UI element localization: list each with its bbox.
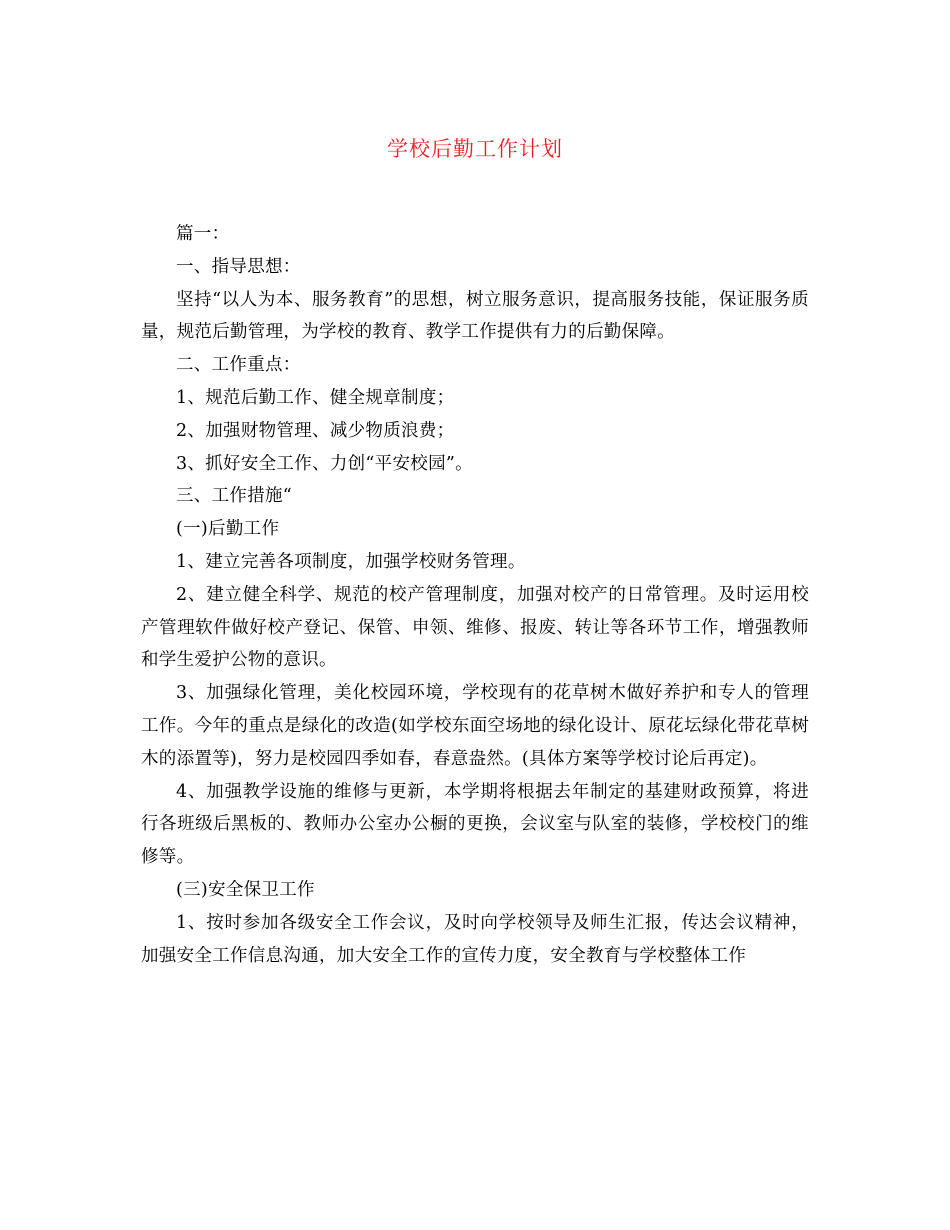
list-item: 2、加强财物管理、减少物质浪费； [176,420,455,441]
section-heading: 一、指导思想： [176,256,301,277]
section-heading: 三、工作措施“ [176,486,293,507]
list-item: 3、加强绿化管理，美化校园环境，学校现有的花草树木做好养护和专人的管理工作。今年的重点是绿化的改造(如学校东面空场地的绿化设计、原花坛绿化带花草树木的添置等)，努力是校园四季如春，春意盎然。(具体方案等学校讨论后再定)。 [141,683,809,769]
list-item: 1、规范后勤工作、健全规章制度； [176,387,455,408]
section-heading: 二、工作重点： [176,355,301,376]
document-title: 学校后勤工作计划 [387,137,563,161]
paragraph: 坚持“以人为本、服务教育”的思想，树立服务意识，提高服务技能，保证服务质量，规范后勤管理，为学校的教育、教学工作提供有力的后勤保障。 [141,289,809,343]
paragraph: 篇一： [176,224,230,244]
list-item: 4、加强教学设施的维修与更新，本学期将根据去年制定的基建财政预算，将进行各班级后黑板的、教师办公室办公橱的更换，会议室与队室的装修，学校校门的维修等。 [141,781,809,868]
document-body [141,218,809,972]
list-item: 2、建立健全科学、规范的校产管理制度，加强对校产的日常管理。及时运用校产管理软件做好校产登记、保管、申领、维修、报废、转让等各环节工作，增强教师和学生爱护公物的意识。 [141,584,809,671]
subsection-heading: (一)后勤工作 [176,519,280,540]
list-item: 3、抓好安全工作、力创“平安校园”。 [176,453,473,474]
list-item: 1、按时参加各级安全工作会议，及时向学校领导及师生汇报，传达会议精神，加强安全工作信息沟通，加大安全工作的宣传力度，安全教育与学校整体工作 [141,912,809,966]
list-item: 1、建立完善各项制度，加强学校财务管理。 [176,551,526,572]
subsection-heading: (三)安全保卫工作 [176,879,315,900]
